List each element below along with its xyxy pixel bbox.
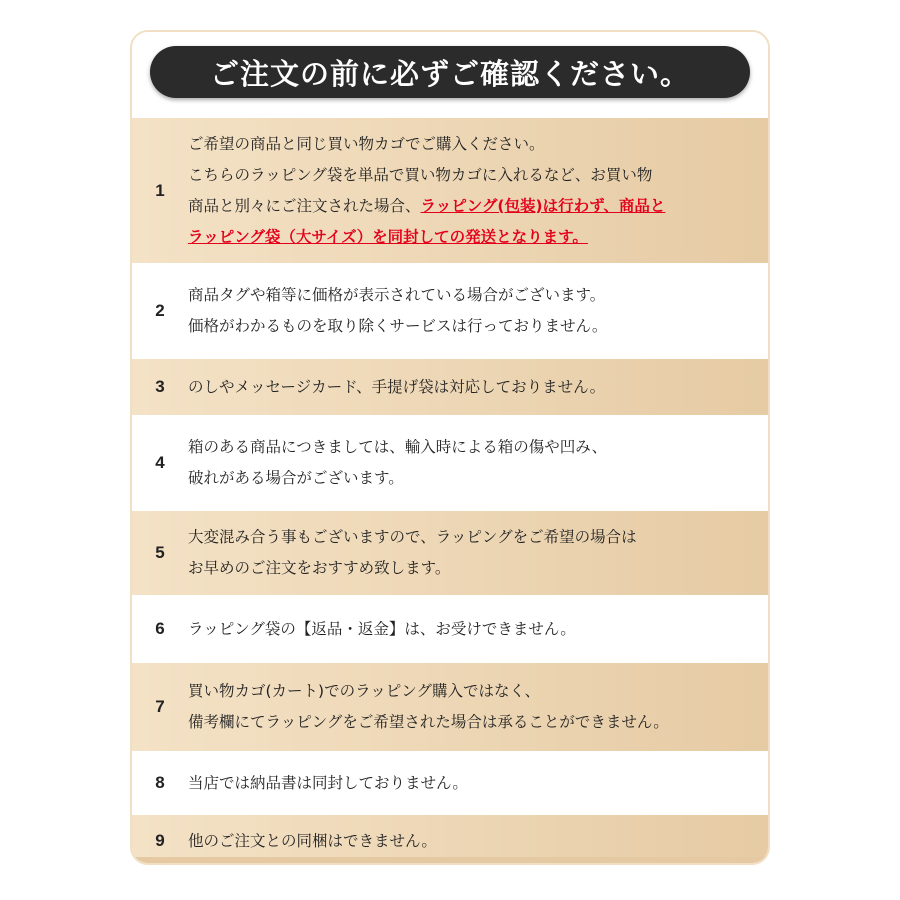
item-text [188, 372, 605, 403]
notice-item-1 [132, 118, 768, 263]
body-text: 商品タグや箱等に価格が表示されている場合がございます。 [188, 286, 606, 304]
item-text [188, 522, 637, 584]
body-text: ラッピング袋の【返品・返金】は、お受けできません。 [188, 619, 576, 638]
item-line [188, 522, 637, 553]
item-text [188, 432, 607, 494]
notice-item-7 [132, 663, 768, 751]
body-text: 商品と別々にご注文された場合、 [188, 196, 421, 215]
item-number: 1 [155, 180, 165, 200]
item-text [188, 129, 665, 253]
body-text: こちらのラッピング袋を単品で買い物カゴに入れるなど、お買い物 [188, 165, 653, 184]
item-number: 2 [155, 301, 165, 320]
item-number: 8 [155, 773, 165, 792]
notice-item-3 [132, 359, 768, 415]
body-text: 備考欄にてラッピングをご希望された場合は承ることができません。 [188, 713, 669, 731]
notice-item-8 [132, 751, 768, 815]
item-line [188, 676, 669, 707]
item-line [188, 826, 437, 857]
item-line [188, 432, 607, 463]
item-number: 9 [155, 831, 165, 850]
item-line [188, 614, 576, 645]
body-text: お早めのご注文をおすすめ致します。 [188, 559, 451, 577]
body-text: 当店では納品書は同封しておりません。 [188, 773, 468, 792]
notice-header [132, 32, 768, 120]
bottom-strip [132, 857, 768, 863]
item-line [188, 129, 665, 160]
item-line [188, 553, 637, 584]
item-text [188, 826, 437, 857]
item-text [188, 280, 607, 342]
body-text: 買い物カゴ(カート)でのラッピング購入ではなく、 [188, 682, 541, 700]
item-line [188, 311, 607, 342]
item-number: 4 [155, 453, 165, 472]
item-line [188, 222, 665, 253]
notice-item-6 [132, 595, 768, 663]
notice-card [130, 30, 770, 865]
item-number: 5 [155, 543, 165, 562]
item-line [188, 160, 665, 191]
notice-item-4 [132, 415, 768, 511]
item-line [188, 372, 605, 403]
notice-item-5 [132, 511, 768, 595]
item-text [188, 768, 468, 799]
page-title: ご注文の前に必ずご確認ください。 [209, 56, 690, 91]
title-banner [150, 46, 750, 98]
body-text: 破れがある場合がございます。 [188, 469, 404, 487]
item-line [188, 191, 665, 222]
body-text: 価格がわかるものを取り除くサービスは行っておりません。 [188, 317, 608, 335]
item-line [188, 280, 607, 311]
item-number: 3 [155, 377, 165, 396]
item-number: 7 [155, 697, 165, 716]
item-line [188, 463, 607, 494]
item-line [188, 768, 468, 799]
body-text: のしやメッセージカード、手提げ袋は対応しておりません。 [188, 377, 606, 396]
item-number: 6 [155, 619, 165, 638]
body-text: 大変混み合う事もございますので、ラッピングをご希望の場合は [188, 528, 637, 546]
body-text: ご希望の商品と同じ買い物カゴでご購入ください。 [188, 134, 545, 153]
item-text [188, 614, 576, 645]
warning-text: ラッピング袋（大サイズ）を同封しての発送となります。 [188, 227, 588, 246]
warning-text: ラッピング(包装)は行わず、商品と [420, 196, 666, 215]
body-text: 他のご注文との同梱はできません。 [188, 831, 437, 850]
item-text [188, 676, 669, 738]
body-text: 箱のある商品につきましては、輸入時による箱の傷や凹み、 [188, 438, 608, 456]
notice-item-2 [132, 263, 768, 359]
item-line [188, 707, 669, 738]
